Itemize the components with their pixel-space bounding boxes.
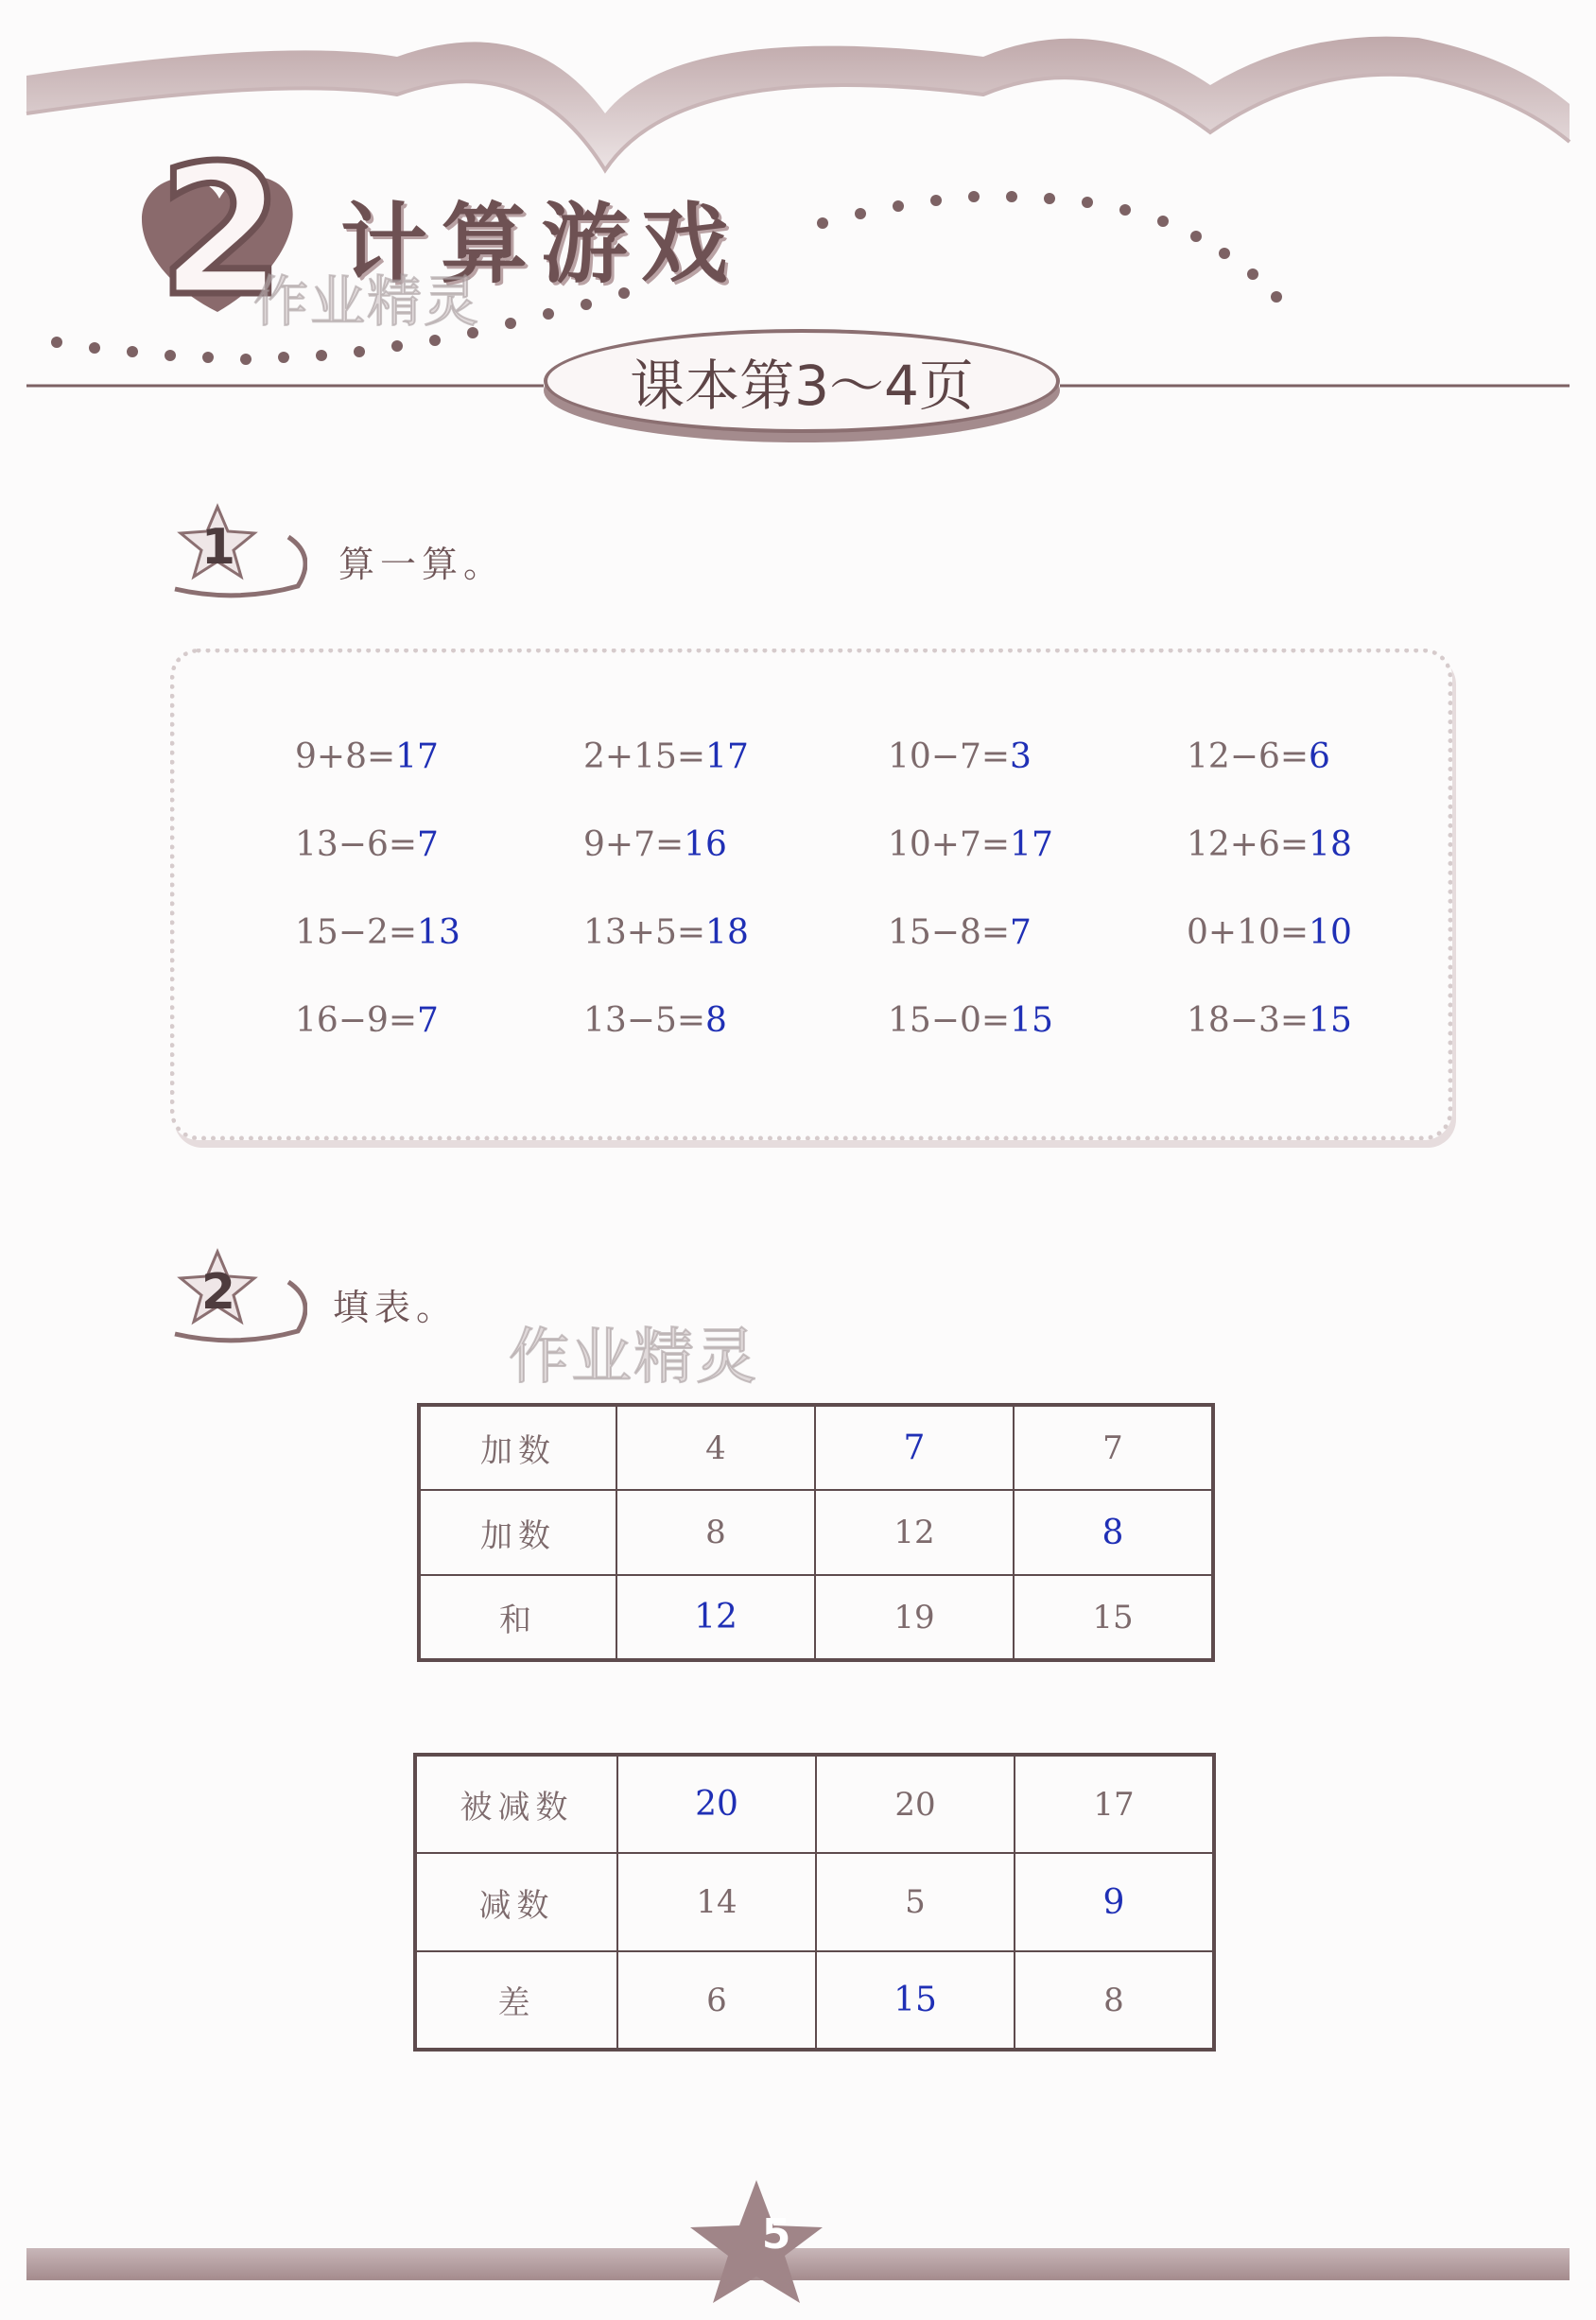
row-label: 减数 [415,1853,617,1951]
equation [583,825,727,864]
equation-answer: 7 [417,1001,439,1040]
row-label: 差 [415,1951,617,2050]
calculation-box [170,649,1452,1140]
equation [888,1001,1053,1040]
equation-answer: 6 [1309,737,1330,776]
answer-cell: 15 [816,1951,1015,2050]
equation-question: 12−6= [1187,737,1310,776]
equation-answer: 15 [1309,1001,1352,1040]
equation [888,825,1053,864]
table-row [419,1405,1213,1490]
equation-answer: 7 [417,825,439,864]
chapter-number: 2 [159,127,285,336]
table-row [415,1951,1214,2050]
equation [583,737,749,776]
equation-answer: 3 [1010,737,1032,776]
section-2-number: 2 [200,1264,236,1321]
section-1-title: 算一算。 [338,544,506,585]
section-1-number: 1 [200,519,236,576]
given-cell: 8 [1015,1951,1214,2050]
equation-answer: 18 [1309,825,1352,864]
row-label: 加数 [419,1405,616,1490]
equation-question: 0+10= [1187,913,1310,952]
equation-answer: 10 [1309,913,1352,952]
answer-cell: 12 [616,1575,815,1660]
addition-table [417,1403,1215,1662]
equation-answer: 8 [705,1001,727,1040]
equation-question: 2+15= [583,737,706,776]
given-cell: 15 [1014,1575,1213,1660]
given-cell: 19 [815,1575,1014,1660]
equation [1187,737,1330,776]
equation-question: 12+6= [1187,825,1310,864]
equation-answer: 15 [1010,1001,1053,1040]
page-reference: 课本第3～4页 [544,329,1060,433]
equation-question: 18−3= [1187,1001,1310,1040]
given-cell: 7 [1014,1405,1213,1490]
equation-question: 16−9= [295,1001,418,1040]
equation-question: 10+7= [888,825,1011,864]
equation [888,913,1032,952]
equation [295,825,439,864]
watermark-top: 作业精灵 [253,269,481,334]
equation-question: 9+8= [295,737,396,776]
row-label: 被减数 [415,1755,617,1853]
equation-question: 9+7= [583,825,685,864]
table-row [415,1755,1214,1853]
equation [1187,825,1352,864]
given-cell: 5 [816,1853,1015,1951]
given-cell: 14 [617,1853,816,1951]
watermark-middle: 作业精灵 [509,1323,758,1393]
section-2-badge [165,1244,307,1348]
equation-answer: 17 [1010,825,1053,864]
given-cell: 6 [617,1951,816,2050]
given-cell: 20 [816,1755,1015,1853]
equation-question: 15−2= [295,913,418,952]
equation [1187,913,1352,952]
page-number: 5 [761,2210,791,2259]
equation-question: 10−7= [888,737,1011,776]
section-1-badge [165,499,307,603]
chapter-title: 计算游戏 [340,194,742,295]
equation [295,913,460,952]
equation-answer: 17 [395,737,439,776]
equation-answer: 17 [705,737,749,776]
row-label: 和 [419,1575,616,1660]
table-row [415,1853,1214,1951]
table-row [419,1490,1213,1575]
equation-answer: 7 [1010,913,1032,952]
equation-answer: 18 [705,913,749,952]
equation [583,1001,727,1040]
equation-question: 15−8= [888,913,1011,952]
equation-question: 13+5= [583,913,706,952]
given-cell: 4 [616,1405,815,1490]
given-cell: 8 [616,1490,815,1575]
equation [1187,1001,1352,1040]
equation-question: 15−0= [888,1001,1011,1040]
answer-cell: 8 [1014,1490,1213,1575]
row-label: 加数 [419,1490,616,1575]
subtraction-table [413,1753,1216,2052]
equation [583,913,749,952]
given-cell: 12 [815,1490,1014,1575]
equation-answer: 16 [684,825,727,864]
section-2-title: 填表。 [333,1287,459,1328]
given-cell: 17 [1015,1755,1214,1853]
equation-question: 13−5= [583,1001,706,1040]
answer-cell: 7 [815,1405,1014,1490]
table-row [419,1575,1213,1660]
equation-answer: 13 [417,913,460,952]
answer-cell: 20 [617,1755,816,1853]
equation [295,1001,439,1040]
equation [888,737,1032,776]
equation [295,737,439,776]
answer-cell: 9 [1015,1853,1214,1951]
equation-question: 13−6= [295,825,418,864]
